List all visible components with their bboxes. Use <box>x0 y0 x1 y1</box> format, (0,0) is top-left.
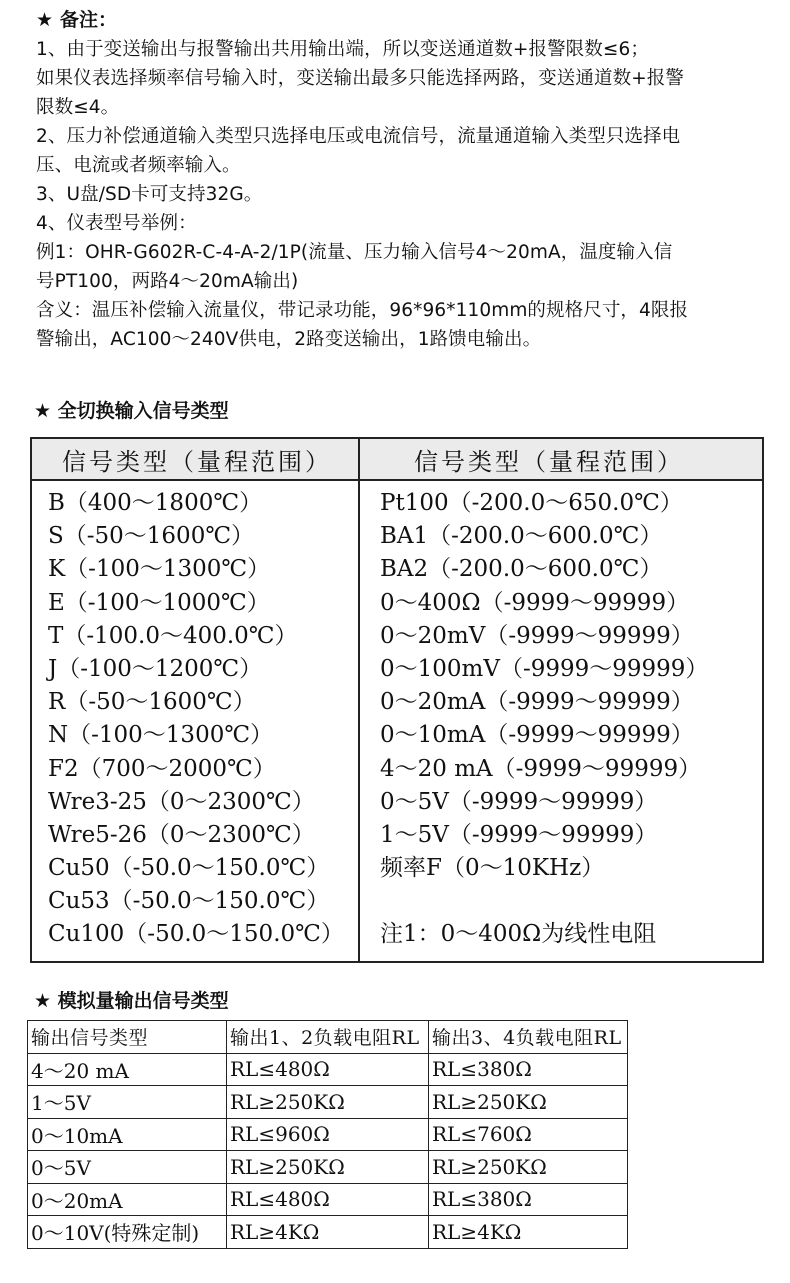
note-line: 3、U盘/SD卡可支持32G。 <box>36 184 263 205</box>
column-header: 输出3、4负载电阻RL <box>429 1021 628 1054</box>
signal-type-cell: Wre3-25（0～2300℃） <box>48 788 315 815</box>
signal-table-header <box>32 439 762 481</box>
output-section-title: ★ 模拟量输出信号类型 <box>34 990 229 1012</box>
table-cell: RL≤480Ω <box>227 1183 429 1216</box>
column-header: 输出信号类型 <box>28 1021 227 1054</box>
signal-type-cell: 1～5V（-9999～99999） <box>380 821 658 848</box>
table-row <box>28 1151 628 1184</box>
note-line: 警输出，AC100～240V供电，2路变送输出，1路馈电输出。 <box>36 329 542 350</box>
signal-type-table <box>30 437 764 963</box>
table-row <box>28 1086 628 1119</box>
table-cell: RL≥250KΩ <box>227 1151 429 1184</box>
note-line: 1、由于变送输出与报警输出共用输出端，所以变送通道数+报警限数≤6； <box>36 39 649 60</box>
note-line: 压、电流或者频率输入。 <box>36 155 241 176</box>
notes-section <box>36 6 766 354</box>
table-cell: RL≥250KΩ <box>227 1086 429 1119</box>
table-row <box>28 1216 628 1249</box>
signal-type-cell: 频率F（0～10KHz） <box>380 855 605 882</box>
table-header-row <box>28 1021 628 1054</box>
table-cell: RL≥4KΩ <box>429 1216 628 1249</box>
table-row <box>28 1053 628 1086</box>
signal-type-cell: Cu100（-50.0～150.0℃） <box>48 921 344 948</box>
signal-type-cell: 0～20mA（-9999～99999） <box>380 689 694 716</box>
signal-type-cell: 0～400Ω（-9999～99999） <box>380 589 690 616</box>
table-row <box>28 1118 628 1151</box>
signal-type-cell <box>380 885 708 918</box>
signal-note-cell: 注1：0～400Ω为线性电阻 <box>380 921 657 948</box>
table-cell: RL≤380Ω <box>429 1183 628 1216</box>
table-cell: RL≤380Ω <box>429 1053 628 1086</box>
table-row <box>28 1183 628 1216</box>
output-signal-table <box>27 1020 628 1249</box>
note-line: 2、压力补偿通道输入类型只选择电压或电流信号，流量通道输入类型只选择电 <box>36 126 681 147</box>
signal-type-cell: S（-50～1600℃） <box>48 523 255 550</box>
table-cell: 0～20mA <box>28 1183 227 1216</box>
signal-type-cell: 0～10mA（-9999～99999） <box>380 722 694 749</box>
note-line: 限数≤4。 <box>36 97 120 118</box>
table-cell: 4～20 mA <box>28 1053 227 1086</box>
signal-type-cell: T（-100.0～400.0℃） <box>48 622 298 649</box>
signal-type-cell: 0～5V（-9999～99999） <box>380 788 658 815</box>
signal-type-cell: K（-100～1300℃） <box>48 556 271 583</box>
signal-type-cell: J（-100～1200℃） <box>48 655 263 682</box>
column-header: 输出1、2负载电阻RL <box>227 1021 429 1054</box>
signal-type-cell: BA2（-200.0～600.0℃） <box>380 556 663 583</box>
table-cell: RL≤760Ω <box>429 1118 628 1151</box>
table-cell: RL≥250KΩ <box>429 1151 628 1184</box>
note-line: 例1：OHR-G602R-C-4-A-2/1P(流量、压力输入信号4～20mA，温度输入信 <box>36 242 673 263</box>
signal-type-cell: Cu50（-50.0～150.0℃） <box>48 855 330 882</box>
note-line: 号PT100，两路4～20mA输出) <box>36 271 299 292</box>
signal-type-cell: BA1（-200.0～600.0℃） <box>380 523 663 550</box>
notes-heading: ★ 备注： <box>36 9 118 31</box>
signal-type-cell: N（-100～1300℃） <box>48 722 274 749</box>
table-cell: RL≤480Ω <box>227 1053 429 1086</box>
table-cell: 0～5V <box>28 1151 227 1184</box>
table-cell: RL≥250KΩ <box>429 1086 628 1119</box>
signal-right-column <box>380 487 708 952</box>
signal-section-title: ★ 全切换输入信号类型 <box>34 400 229 422</box>
table-cell: 0～10V(特殊定制) <box>28 1216 227 1249</box>
table-cell: 0～10mA <box>28 1118 227 1151</box>
table-cell: RL≤960Ω <box>227 1118 429 1151</box>
signal-type-cell: B（400～1800℃） <box>48 490 263 516</box>
signal-type-cell: 0～100mV（-9999～99999） <box>380 655 709 682</box>
table-cell: 1～5V <box>28 1086 227 1119</box>
column-divider <box>358 439 360 961</box>
signal-type-cell: Pt100（-200.0～650.0℃） <box>380 490 683 516</box>
signal-type-cell: E（-100～1000℃） <box>48 589 270 616</box>
note-line: 如果仪表选择频率信号输入时，变送输出最多只能选择两路，变送通道数+报警 <box>36 68 685 89</box>
signal-left-column <box>48 487 344 952</box>
signal-type-cell: F2（700～2000℃） <box>48 755 276 782</box>
note-line: 4、仪表型号举例： <box>36 213 197 234</box>
signal-header-right: 信号类型（量程范围） <box>414 448 684 476</box>
signal-type-cell: R（-50～1600℃） <box>48 689 256 716</box>
signal-header-left: 信号类型（量程范围） <box>62 448 332 476</box>
signal-type-cell: 0～20mV（-9999～99999） <box>380 622 694 649</box>
signal-type-cell: 4～20 mA（-9999～99999） <box>380 755 702 782</box>
signal-type-cell: Wre5-26（0～2300℃） <box>48 821 315 848</box>
table-cell: RL≥4KΩ <box>227 1216 429 1249</box>
signal-type-cell: Cu53（-50.0～150.0℃） <box>48 888 330 915</box>
note-line: 含义：温压补偿输入流量仪，带记录功能，96*96*110mm的规格尺寸，4限报 <box>36 300 689 321</box>
